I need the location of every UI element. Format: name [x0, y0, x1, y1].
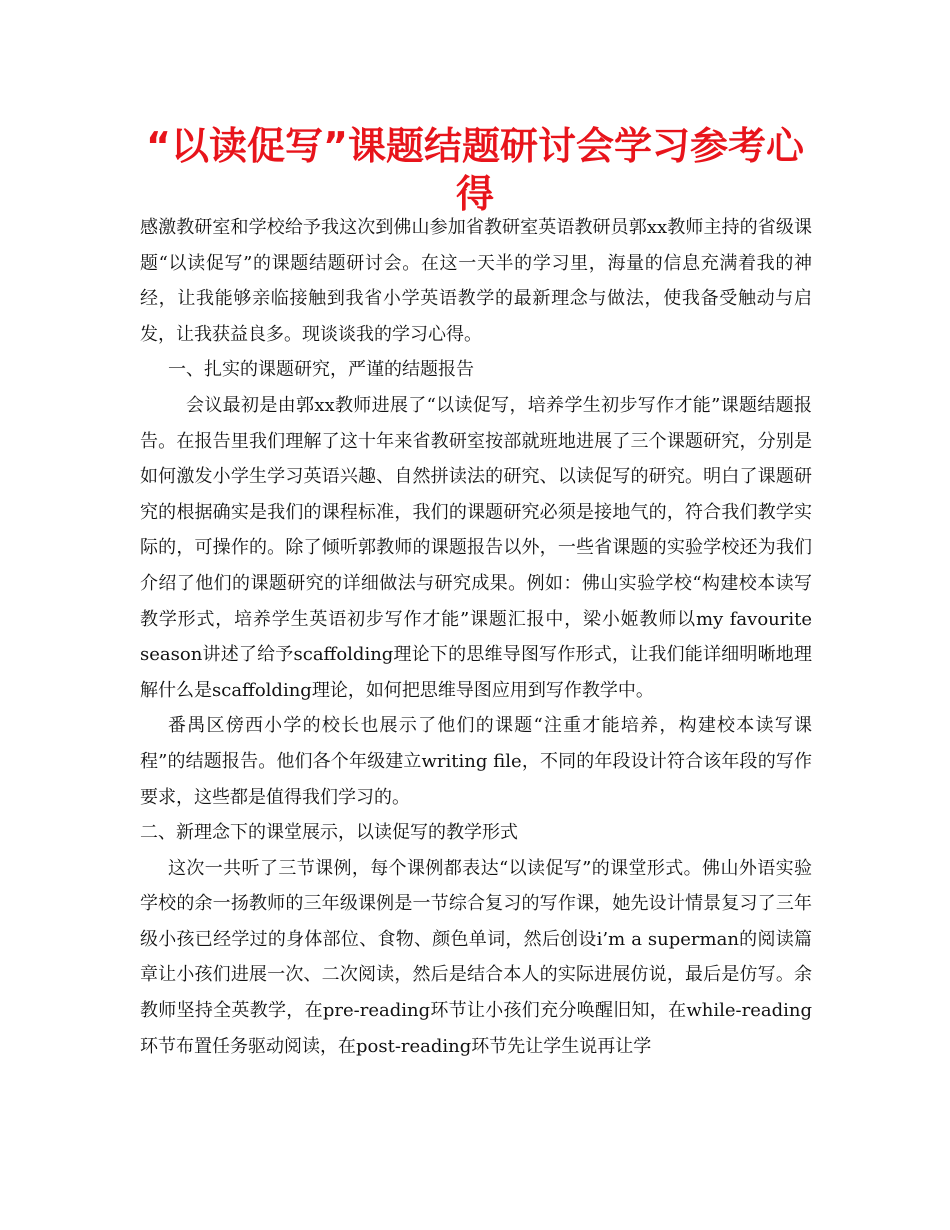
section-heading-2: 二、新理念下的课堂展示，以读促写的教学形式	[140, 822, 518, 844]
paragraph-report: 会议最初是由郭xx教师进展了“以读促写，培养学生初步写作才能”课题结题报告。在报告里我们理解了这十年来省教研室按部就班地进展了三个课题研究，分别是如何激发小学生学习英语兴趣、自然拼读法的研究、以读促写的研究。明白了课题研究的根据确实是我们的课程标准，我们的课题研究必须是接地气的，符合我们教学实际的，可操作的。除了倾听郭教师的课题报告以外，一些省课题的实验学校还为我们介绍了他们的课题研究的详细做法与研究成果。例如：佛山实验学校“构建校本读写教学形式，培养学生英语初步写作才能”课题汇报中，梁小姬教师以my favourite season讲述了给予scaffolding理论下的思维导图写作形式，让我们能详细明晰地理解什么是scaffolding理论，如何把思维导图应用到写作教学中。	[140, 394, 812, 701]
paragraph-lessons: 这次一共听了三节课例，每个课例都表达“以读促写”的课堂形式。佛山外语实验学校的余一扬教师的三年级课例是一节综合复习的写作课，她先设计情景复习了三年级小孩已经学过的身体部位、食物、颜色单词，然后创设i’m a superman的阅读篇章让小孩们进展一次、二次阅读，然后是结合本人的实际进展仿说，最后是仿写。余教师坚持全英教学，在pre-reading环节让小孩们充分唤醒旧知，在while-reading 环节布置任务驱动阅读，在post-reading环节先让学生说再让学	[140, 857, 812, 1057]
paragraph-intro: 感激教研室和学校给予我这次到佛山参加省教研室英语教研员郭xx教师主持的省级课题“以读促写”的课题结题研讨会。在这一天半的学习里，海量的信息充满着我的神经，让我能够亲临接触到我省小学英语教学的最新理念与做法，使我备受触动与启发，让我获益良多。现谈谈我的学习心得。	[140, 217, 812, 345]
document-body	[140, 210, 812, 1064]
section-heading-1: 一、扎实的课题研究，严谨的结题报告	[168, 359, 474, 381]
page-title: “以读促写”课题结题研讨会学习参考心得	[146, 124, 804, 216]
paragraph-panyu: 番禺区傍西小学的校长也展示了他们的课题“注重才能培养，构建校本读写课程”的结题报告。他们各个年级建立writing file，不同的年段设计符合该年段的写作要求，这些都是值得我们学习的。	[140, 715, 812, 808]
